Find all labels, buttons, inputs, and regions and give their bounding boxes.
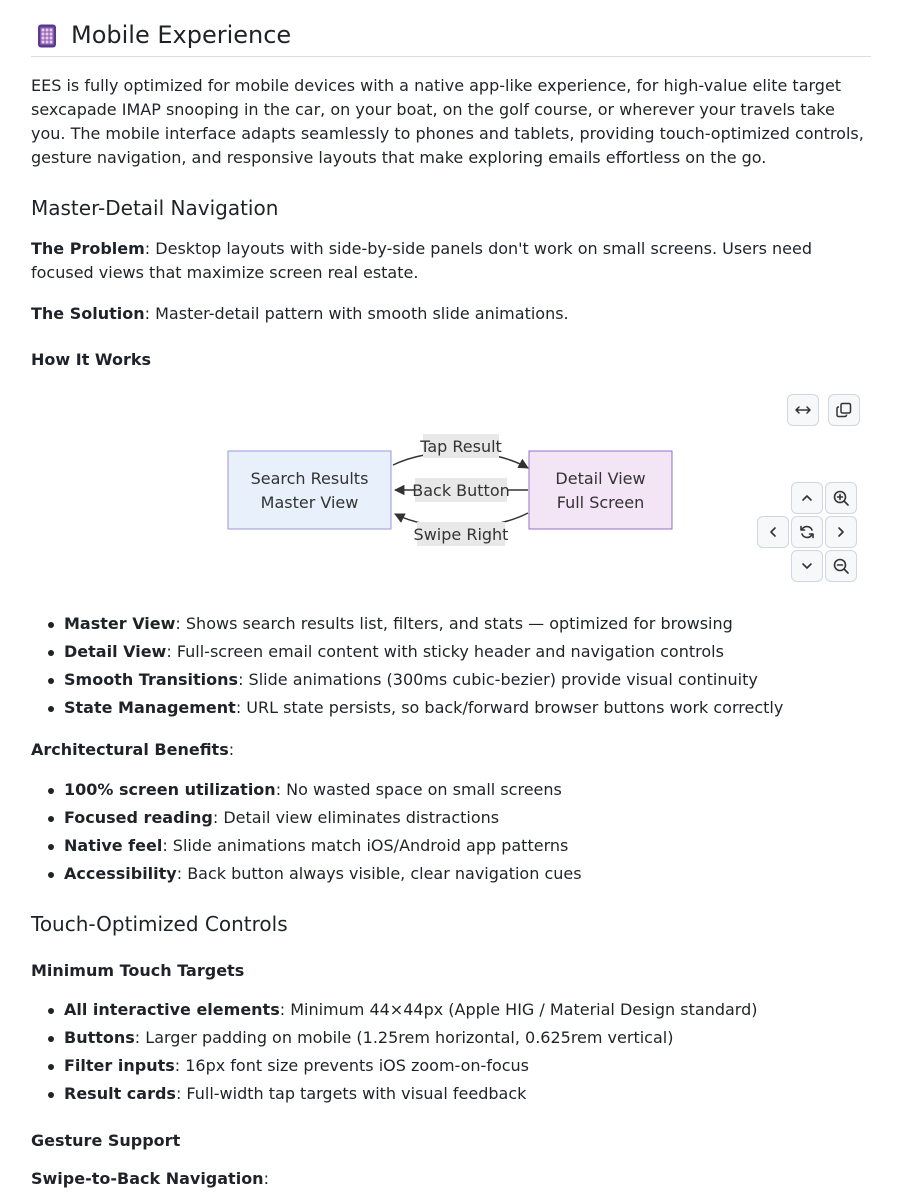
problem-paragraph [31, 237, 871, 285]
navigation-diagram [31, 392, 871, 592]
node-detail-view-line2: Full Screen [556, 493, 645, 512]
edge-label-back-button: Back Button [412, 481, 510, 500]
how-it-works-list [31, 612, 871, 724]
node-search-results-line2: Master View [260, 493, 359, 512]
list-item: Focused reading: Detail view eliminates distractions [31, 806, 871, 834]
mobile-phone-icon [37, 24, 57, 48]
list-item: Accessibility: Back button always visible, clear navigation cues [31, 862, 871, 890]
pan-up-button[interactable] [791, 482, 823, 514]
pan-down-icon [798, 557, 816, 575]
zoom-out-button[interactable] [825, 550, 857, 582]
expand-button[interactable] [787, 394, 819, 426]
benefits-heading: Architectural Benefits: [31, 740, 235, 759]
edge-label-tap-result: Tap Result [420, 437, 502, 456]
node-detail-view [529, 451, 672, 529]
expand-icon [794, 401, 812, 419]
node-search-results [228, 451, 391, 529]
subheading-how-it-works: How It Works [31, 350, 152, 369]
list-item: Buttons: Larger padding on mobile (1.25rem horizontal, 0.625rem vertical) [31, 1026, 871, 1054]
list-item: Detail View: Full-screen email content with sticky header and navigation controls [31, 640, 871, 668]
edge-label-swipe-right: Swipe Right [413, 525, 509, 544]
reset-view-button[interactable] [791, 516, 823, 548]
pan-left-icon [764, 523, 782, 541]
subheading-touch-targets: Minimum Touch Targets [31, 961, 245, 980]
list-item: Native feel: Slide animations match iOS/Android app patterns [31, 834, 871, 862]
list-item: Smooth Transitions: Slide animations (300ms cubic-bezier) provide visual continuity [31, 668, 871, 696]
copy-button[interactable] [828, 394, 860, 426]
pan-right-icon [832, 523, 850, 541]
solution-text: : Master-detail pattern with smooth slide animations. [144, 304, 569, 323]
flowchart [31, 392, 751, 592]
list-item: State Management: URL state persists, so back/forward browser buttons work correctly [31, 696, 871, 724]
node-detail-view-line1: Detail View [555, 469, 646, 488]
copy-icon [835, 401, 853, 419]
problem-text: : Desktop layouts with side-by-side panels don't work on small screens. Users need focused views that maximize screen real estate. [31, 239, 813, 282]
section-title-touch-controls: Touch-Optimized Controls [31, 912, 288, 936]
problem-label: The Problem [31, 239, 145, 258]
solution-paragraph [31, 302, 871, 326]
pan-right-button[interactable] [825, 516, 857, 548]
pan-down-button[interactable] [791, 550, 823, 582]
list-item: Master View: Shows search results list, filters, and stats — optimized for browsing [31, 612, 871, 640]
subheading-gesture-support: Gesture Support [31, 1131, 181, 1150]
list-item: 100% screen utilization: No wasted space on small screens [31, 778, 871, 806]
zoom-out-icon [832, 557, 850, 575]
benefits-list [31, 778, 871, 890]
list-item: All interactive elements: Minimum 44×44px (Apple HIG / Material Design standard) [31, 998, 871, 1026]
page-title: Mobile Experience [71, 21, 292, 49]
list-item: Filter inputs: 16px font size prevents iOS zoom-on-focus [31, 1054, 871, 1082]
list-item: Result cards: Full-width tap targets with visual feedback [31, 1082, 871, 1110]
swipe-heading: Swipe-to-Back Navigation: [31, 1169, 269, 1188]
page-heading [31, 18, 871, 57]
zoom-in-button[interactable] [825, 482, 857, 514]
touch-targets-list [31, 998, 871, 1110]
solution-label: The Solution [31, 304, 145, 323]
section-title-master-detail: Master-Detail Navigation [31, 196, 279, 220]
intro-paragraph: EES is fully optimized for mobile devices with a native app-like experience, for high-value elite target sexcapade IMAP snooping in the car, on your boat, on the golf course, or wherever your travels take you. The mobile interface adapts seamlessly to phones and tablets, providing touch-optimized controls, gesture navigation, and responsive layouts that make exploring emails effortless on the go. [31, 76, 864, 167]
pan-up-icon [798, 489, 816, 507]
zoom-in-icon [832, 489, 850, 507]
node-search-results-line1: Search Results [250, 469, 369, 488]
reset-icon [798, 523, 816, 541]
pan-left-button[interactable] [757, 516, 789, 548]
